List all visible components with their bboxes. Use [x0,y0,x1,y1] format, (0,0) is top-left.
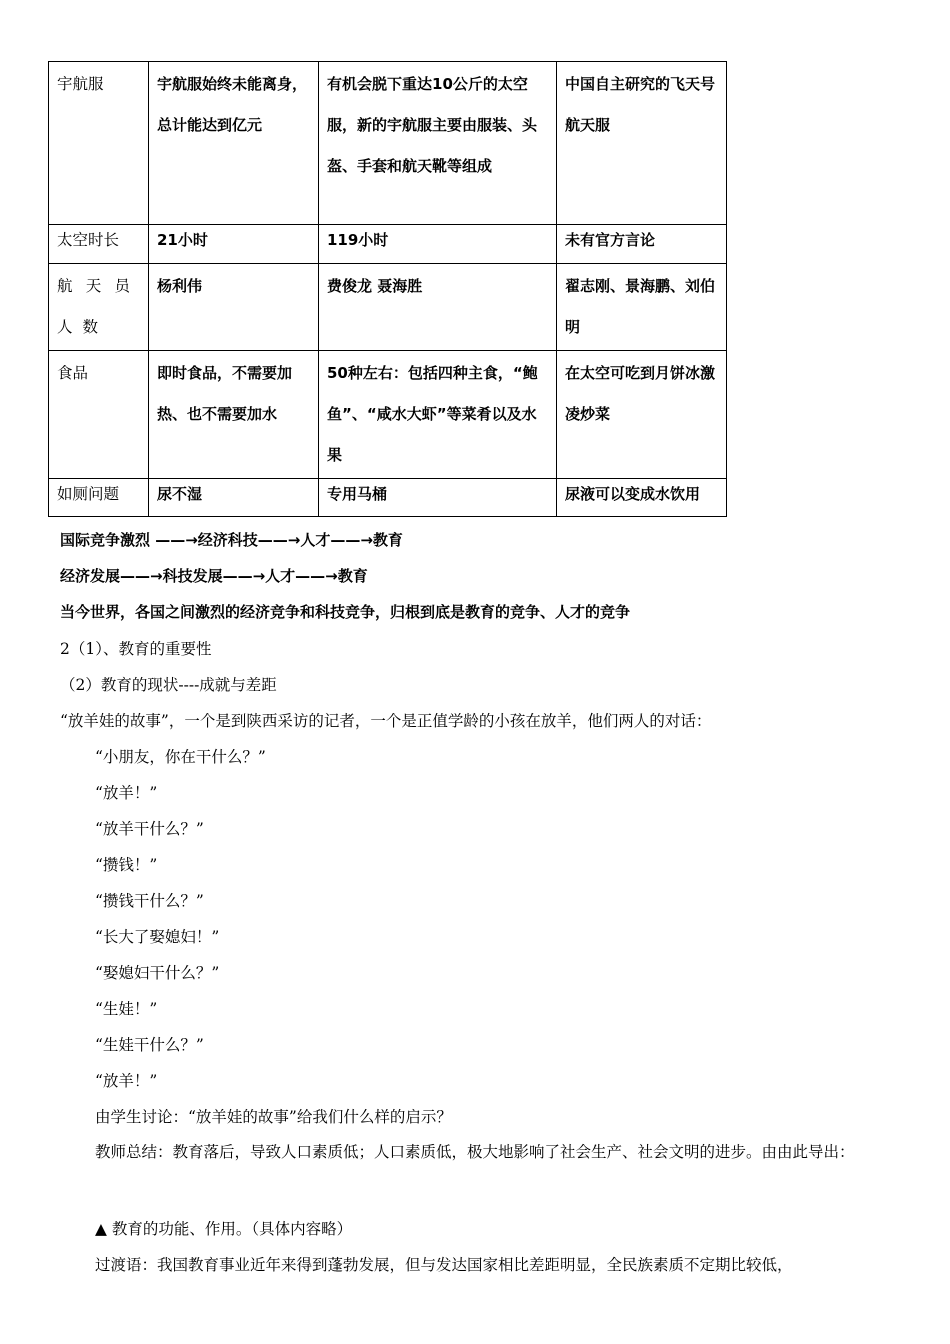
table-row [49,479,727,517]
table-cell: 有机会脱下重达10公斤的太空服，新的宇航服主要由服装、头盔、手套和航天靴等组成 [319,62,557,225]
dialogue-line: “娶媳妇干什么？” [95,964,220,982]
dialogue-line: “攒钱干什么？” [95,892,204,910]
section-heading-1: 2（1）、教育的重要性 [60,640,212,658]
table-row [49,264,727,351]
table-cell: 119小时 [319,225,557,264]
function-bullet: ▲ 教育的功能、作用。（具体内容略） [95,1220,353,1238]
table-cell: 翟志刚、景海鹏、刘伯明 [557,264,727,351]
dialogue-line: “生娃！” [95,1000,158,1018]
chain-line-2: 经济发展——→科技发展——→人才——→教育 [60,567,368,585]
discussion-line: 由学生讨论：“放羊娃的故事”给我们什么样的启示？ [95,1108,452,1126]
table-cell: 50种左右：包括四种主食，“鲍鱼”、“咸水大虾”等菜肴以及水果 [319,351,557,479]
summary-line: 当今世界，各国之间激烈的经济竞争和科技竞争，归根到底是教育的竞争、人才的竞争 [60,603,631,621]
table-cell: 在太空可吃到月饼冰激凌炒菜 [557,351,727,479]
table-cell: 即时食品，不需要加热、也不需要加水 [149,351,319,479]
table-cell: 费俊龙 聂海胜 [319,264,557,351]
chain-line-1: 国际竞争激烈 ——→经济科技——→人才——→教育 [60,531,403,549]
table-cell: 杨利伟 [149,264,319,351]
transition-line: 过渡语：我国教育事业近年来得到蓬勃发展，但与发达国家相比差距明显，全民族素质不定期比较低， [95,1256,793,1274]
dialogue-line: “放羊！” [95,1072,158,1090]
dialogue-line: “放羊干什么？” [95,820,204,838]
dialogue-line: “放羊！” [95,784,158,802]
table-cell: 太空时长 [49,225,149,264]
section-heading-2: （2）教育的现状----成就与差距 [60,676,277,694]
table-cell: 如厕问题 [49,479,149,517]
dialogue-line: “长大了娶媳妇！” [95,928,220,946]
table-cell: 21小时 [149,225,319,264]
table-cell: 航天员人数 [49,264,149,351]
dialogue-line: “生娃干什么？” [95,1036,204,1054]
table-row [49,62,727,225]
table-cell: 尿液可以变成水饮用 [557,479,727,517]
table-row [49,351,727,479]
table-cell: 尿不湿 [149,479,319,517]
story-intro: “放羊娃的故事”，一个是到陕西采访的记者，一个是正值学龄的小孩在放羊，他们两人的对话： [60,712,712,730]
table-row [49,225,727,264]
table-cell: 专用马桶 [319,479,557,517]
table-cell: 宇航服 [49,62,149,225]
comparison-table [48,61,727,517]
table-cell: 食品 [49,351,149,479]
teacher-summary: 教师总结：教育落后，导致人口素质低；人口素质低，极大地影响了社会生产、社会文明的进步。由由此导出： [95,1143,855,1161]
table-cell: 宇航服始终未能离身，总计能达到亿元 [149,62,319,225]
dialogue-line: “小朋友，你在干什么？” [95,748,266,766]
dialogue-line: “攒钱！” [95,856,158,874]
table-cell: 未有官方言论 [557,225,727,264]
table-cell: 中国自主研究的飞天号航天服 [557,62,727,225]
